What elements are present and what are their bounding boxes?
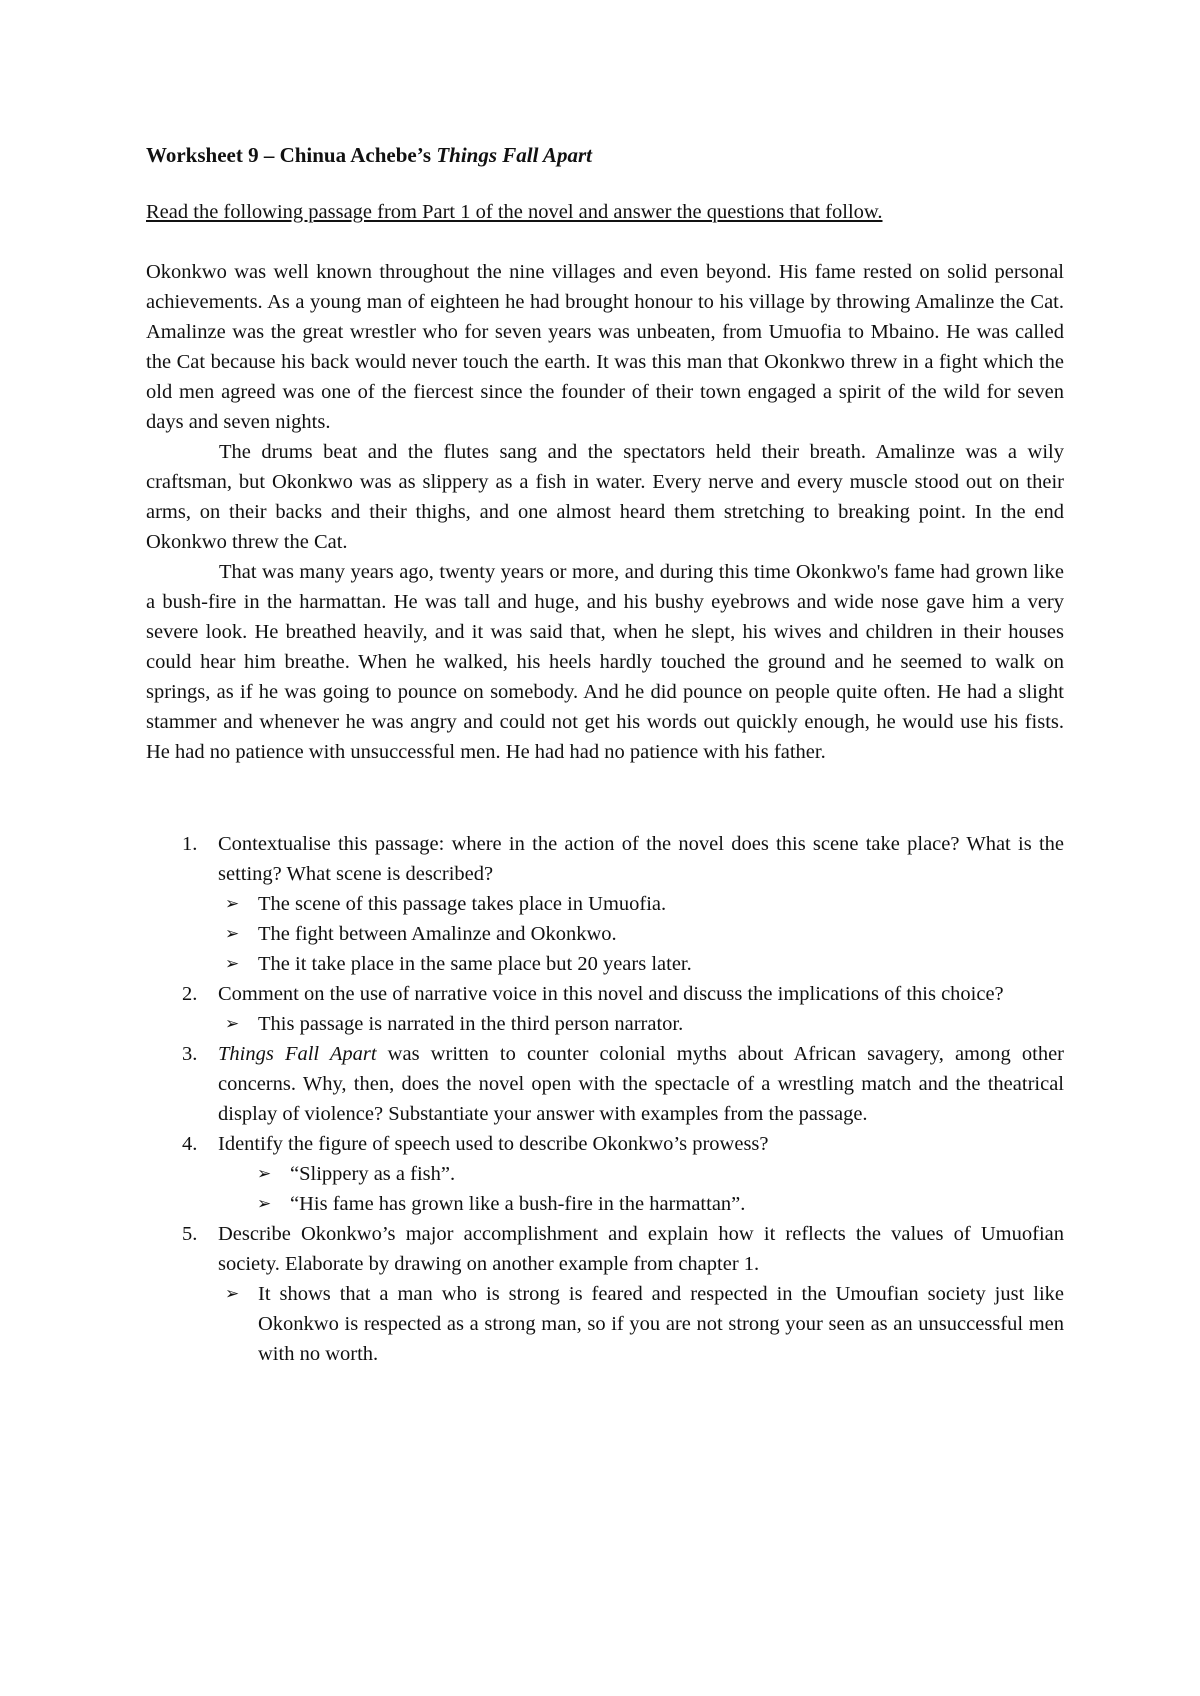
question-text: Identify the figure of speech used to describe Okonkwo’s prowess?: [218, 1133, 769, 1155]
question-item: [146, 829, 1064, 979]
answer-item: [250, 1189, 1064, 1219]
question-item: [146, 1039, 1064, 1129]
question-text: Describe Okonkwo’s major accomplishment and explain how it reflects the values of Umuofian society. Elaborate by drawing on another example from chapter 1.: [218, 1223, 1064, 1275]
question-number: 5.: [182, 1223, 198, 1245]
arrow-bullet-icon: ➢: [225, 924, 240, 944]
answer-list: [218, 1009, 1064, 1039]
passage-paragraph: The drums beat and the flutes sang and the spectators held their breath. Amalinze was a wily craftsman, but Okonkwo was as slippery as a fish in water. Every nerve and every muscle stood out on their arms, on their backs and their thighs, and one almost heard them stretching to breaking point. In the end Okonkwo threw the Cat.: [146, 441, 1064, 553]
question-item: [146, 1129, 1064, 1219]
arrow-bullet-icon: ➢: [225, 1284, 240, 1304]
worksheet-page: [146, 140, 1064, 1369]
question-number: 2.: [182, 983, 198, 1005]
answer-text: “His fame has grown like a bush-fire in the harmattan”.: [290, 1193, 746, 1215]
instruction: Read the following passage from Part 1 of the novel and answer the questions that follow.: [146, 201, 883, 223]
answer-list: [218, 1159, 1064, 1219]
passage-paragraph: That was many years ago, twenty years or more, and during this time Okonkwo's fame had grown like a bush-fire in the harmattan. He was tall and huge, and his bushy eyebrows and wide nose gave him a very severe look. He breathed heavily, and it was said that, when he slept, his wives and children in their houses could hear him breathe. When he walked, his heels hardly touched the ground and he seemed to walk on springs, as if he was going to pounce on somebody. And he did pounce on people quite often. He had a slight stammer and whenever he was angry and could not get his words out quickly enough, he would use his fists. He had no patience with unsuccessful men. He had had no patience with his father.: [146, 561, 1064, 763]
question-text: Comment on the use of narrative voice in this novel and discuss the implications of this choice?: [218, 983, 1004, 1005]
answer-item: [250, 1159, 1064, 1189]
passage: [146, 257, 1064, 767]
answer-text: This passage is narrated in the third person narrator.: [258, 1013, 684, 1035]
question-text-rest: was written to counter colonial myths about African savagery, among other concerns. Why, then, does the novel open with the spectacle of a wrestling match and the theatrical display of violence? Substantiate your answer with examples from the passage.: [218, 1043, 1064, 1125]
question-list: [146, 829, 1064, 1369]
arrow-bullet-icon: ➢: [257, 1164, 272, 1184]
answer-item: [218, 889, 1064, 919]
answer-list: [218, 889, 1064, 979]
arrow-bullet-icon: ➢: [225, 894, 240, 914]
answer-text: The it take place in the same place but 20 years later.: [258, 953, 692, 975]
question-number: 4.: [182, 1133, 198, 1155]
question-item: [146, 1219, 1064, 1369]
answer-item: [218, 919, 1064, 949]
question-item: [146, 979, 1064, 1039]
question-text: Contextualise this passage: where in the action of the novel does this scene take place? What is the setting? What scene is described?: [218, 833, 1064, 885]
answer-list: [218, 1279, 1064, 1369]
arrow-bullet-icon: ➢: [257, 1194, 272, 1214]
answer-item: [218, 1279, 1064, 1369]
passage-paragraph: Okonkwo was well known throughout the nine villages and even beyond. His fame rested on solid personal achievements. As a young man of eighteen he had brought honour to his village by throwing Amalinze the Cat. Amalinze was the great wrestler who for seven years was unbeaten, from Umuofia to Mbaino. He was called the Cat because his back would never touch the earth. It was this man that Okonkwo threw in a fight which the old men agreed was one of the fiercest since the founder of their town engaged a spirit of the wild for seven days and seven nights.: [146, 261, 1064, 433]
answer-text: The scene of this passage takes place in Umuofia.: [258, 893, 667, 915]
arrow-bullet-icon: ➢: [225, 1014, 240, 1034]
question-number: 3.: [182, 1043, 198, 1065]
question-number: 1.: [182, 833, 198, 855]
arrow-bullet-icon: ➢: [225, 954, 240, 974]
answer-item: [218, 1009, 1064, 1039]
question-text: [218, 1039, 1064, 1129]
answer-item: [218, 949, 1064, 979]
answer-text: The fight between Amalinze and Okonkwo.: [258, 923, 617, 945]
worksheet-title: [146, 140, 1064, 170]
question-italic: Things Fall Apart: [218, 1043, 377, 1065]
answer-text: It shows that a man who is strong is feared and respected in the Umoufian society just like Okonkwo is respected as a strong man, so if you are not strong your seen as an unsuccessful men with no worth.: [258, 1283, 1064, 1365]
title-italic: Things Fall Apart: [436, 143, 592, 167]
answer-text: “Slippery as a fish”.: [290, 1163, 456, 1185]
title-prefix: Worksheet 9 – Chinua Achebe’s: [146, 143, 437, 167]
